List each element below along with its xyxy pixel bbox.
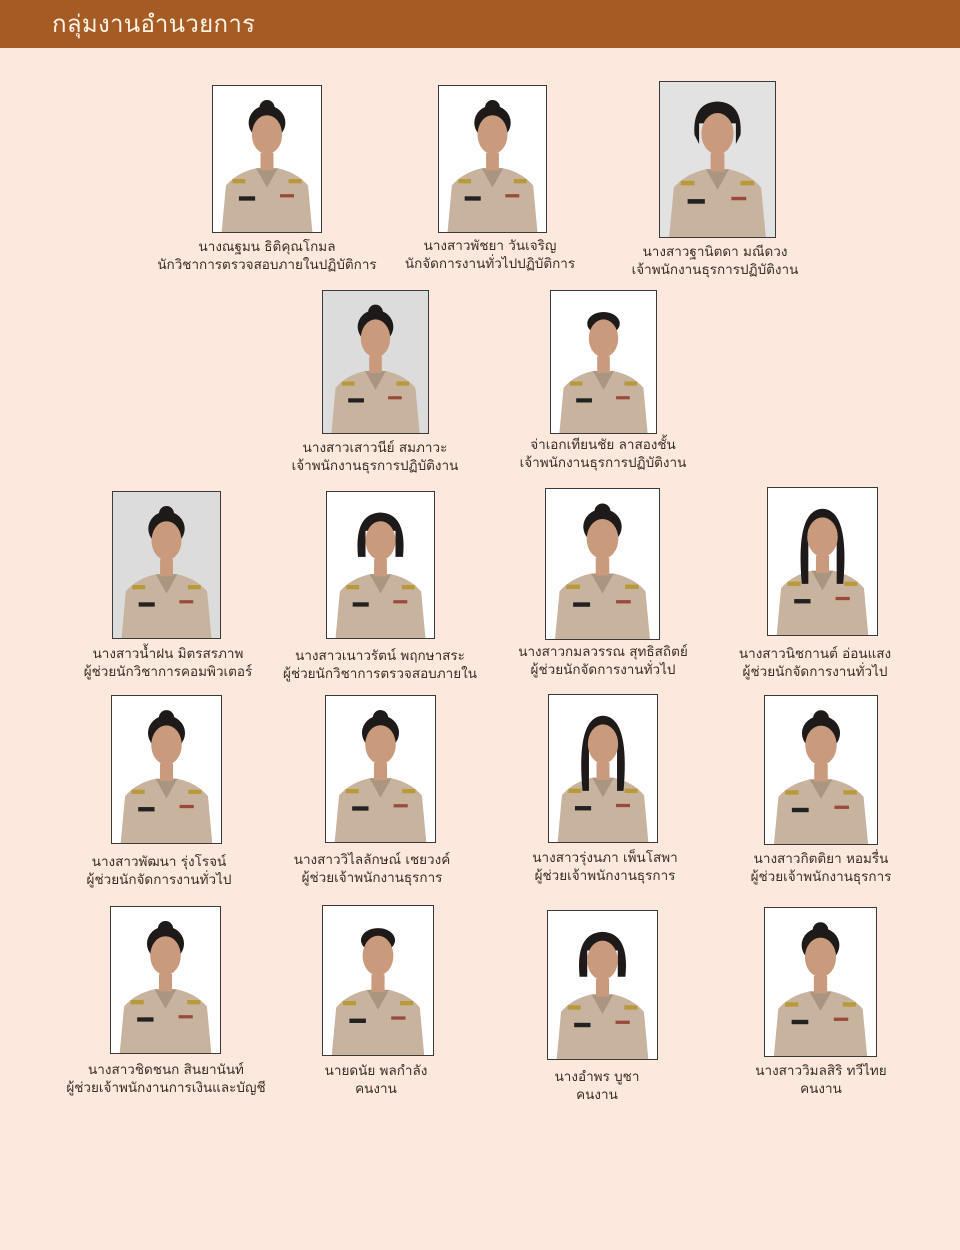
- staff-name: นางสาวพัฒนา รุ่งโรจน์: [91, 854, 227, 870]
- staff-photo: [110, 906, 221, 1054]
- staff-photo: [326, 491, 435, 639]
- staff-name: นางสาวชิดชนก สินยานันท์: [88, 1062, 244, 1078]
- staff-caption: [671, 850, 960, 886]
- staff-name: นางสาวเสาวนีย์ สมภาวะ: [302, 440, 448, 456]
- staff-position: คนงาน: [576, 1087, 618, 1103]
- section-title: กลุ่มงานอำนวยการ: [52, 10, 256, 38]
- staff-photo: [322, 905, 434, 1056]
- staff-position: คนงาน: [355, 1081, 397, 1097]
- staff-position: คนงาน: [800, 1081, 842, 1097]
- staff-photo: [659, 81, 776, 238]
- staff-photo: [550, 290, 657, 434]
- staff-position: ผู้ช่วยนักวิชาการคอมพิวเตอร์: [83, 664, 253, 680]
- staff-photo: [325, 695, 436, 843]
- staff-name: นางสาวกมลวรรณ สุทธิสถิตย์: [518, 644, 688, 660]
- staff-name: จ่าเอกเทียนชัย ลาสองชั้น: [530, 437, 676, 453]
- staff-caption: [565, 243, 865, 279]
- staff-position: เจ้าพนักงานธุรการปฏิบัติงาน: [519, 455, 687, 471]
- staff-position: ผู้ช่วยนักวิชาการตรวจสอบภายใน: [283, 666, 477, 682]
- staff-name: นายดนัย พลกำลัง: [324, 1063, 428, 1079]
- staff-position: ผู้ช่วยเจ้าพนักงานธุรการ: [750, 869, 892, 885]
- staff-name: นางสาวน้ำฝน มิตรสรภาพ: [92, 646, 244, 662]
- staff-caption: [665, 645, 960, 681]
- staff-name: นางสาวรุ่งนภา เพ็นโสพา: [532, 850, 678, 866]
- staff-position: เจ้าพนักงานธุรการปฏิบัติงาน: [291, 458, 459, 474]
- staff-photo: [112, 491, 221, 639]
- staff-photo: [212, 85, 322, 233]
- staff-photo: [545, 488, 660, 640]
- staff-name: นางสาวกิตติยา หอมรื่น: [753, 851, 889, 867]
- staff-photo: [764, 695, 878, 845]
- staff-name: นางอำพร บูชา: [554, 1069, 640, 1085]
- staff-position: ผู้ช่วยนักจัดการงานทั่วไป: [86, 872, 232, 888]
- staff-photo: [322, 290, 429, 434]
- staff-position: เจ้าพนักงานธุรการปฏิบัติงาน: [631, 262, 799, 278]
- staff-position: ผู้ช่วยเจ้าพนักงานการเงินและบัญชี: [66, 1080, 266, 1096]
- section-header: [0, 0, 960, 48]
- staff-position: นักวิชาการตรวจสอบภายในปฏิบัติการ: [157, 257, 377, 273]
- staff-position: นักจัดการงานทั่วไปปฏิบัติการ: [404, 256, 576, 272]
- staff-name: นางสาวนิชกานต์ อ่อนแสง: [738, 646, 892, 662]
- staff-photo: [438, 85, 547, 233]
- staff-position: ผู้ช่วยเจ้าพนักงานธุรการ: [534, 868, 676, 884]
- staff-position: ผู้ช่วยนักจัดการงานทั่วไป: [742, 664, 888, 680]
- staff-photo: [764, 907, 877, 1057]
- staff-photo: [548, 694, 658, 843]
- staff-name: นางสาวฐานิตดา มณีดวง: [642, 244, 788, 260]
- staff-name: นางสาววิไลลักษณ์ เชยวงค์: [293, 852, 451, 868]
- staff-position: ผู้ช่วยนักจัดการงานทั่วไป: [530, 662, 676, 678]
- staff-caption: [453, 436, 753, 472]
- staff-name: นางณฐมน ธิติคุณโกมล: [198, 239, 336, 255]
- staff-position: ผู้ช่วยเจ้าพนักงานธุรการ: [301, 870, 443, 886]
- staff-name: นางสาวเนาวรัตน์ พฤกษาสระ: [295, 648, 465, 664]
- staff-photo: [111, 695, 222, 844]
- staff-photo: [547, 910, 658, 1060]
- staff-photo: [767, 487, 878, 636]
- staff-name: นางสาวพัชยา วันเจริญ: [423, 238, 557, 254]
- staff-name: นางสาววิมลสิริ ทวีไทย: [755, 1063, 887, 1079]
- staff-caption: [671, 1062, 960, 1098]
